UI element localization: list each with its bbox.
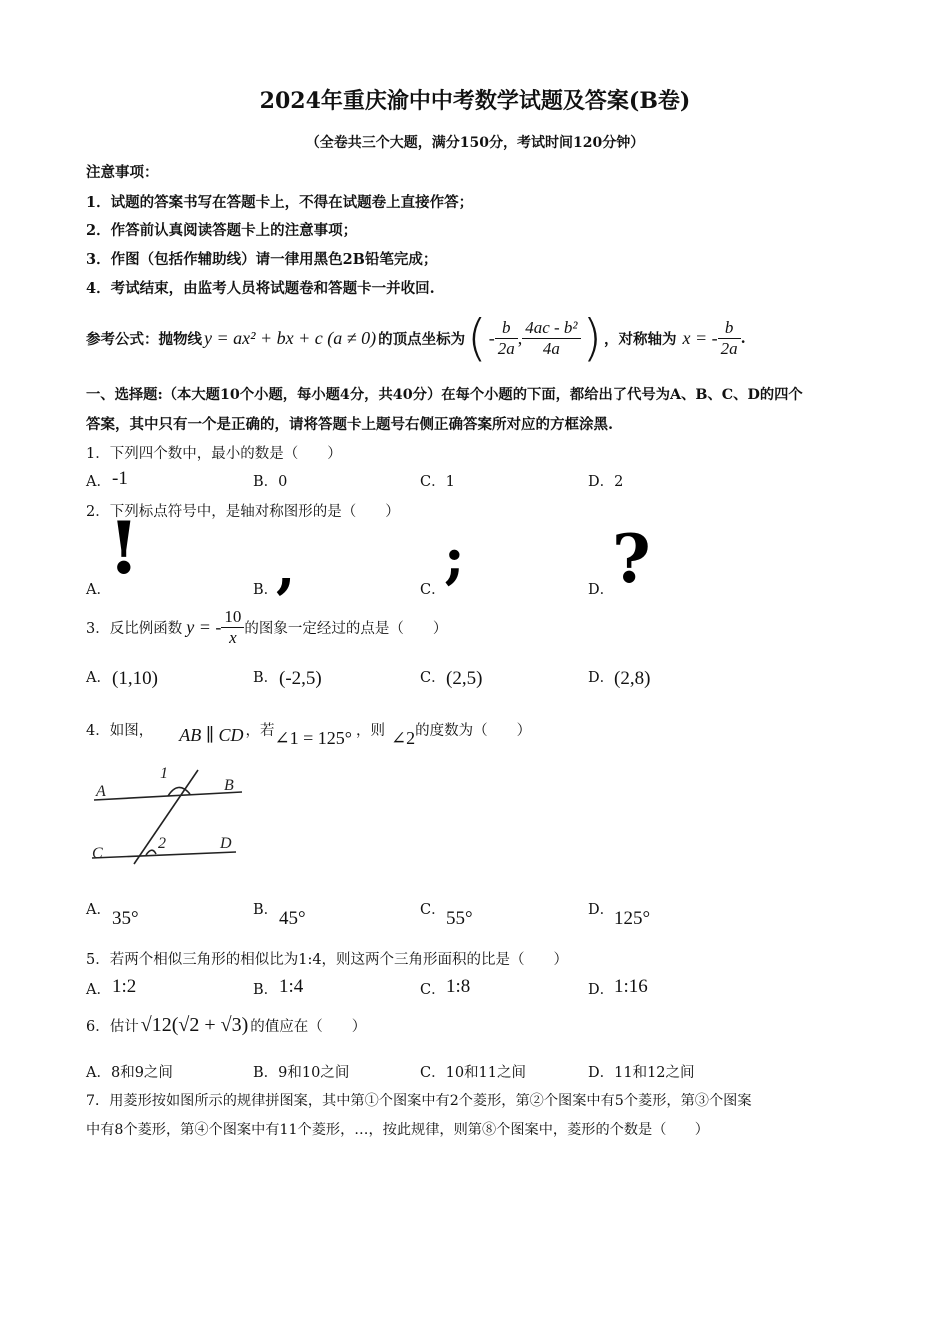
semicolon-icon: ; <box>444 525 465 591</box>
q4-angle2-expr: ∠2 <box>390 727 416 748</box>
q4-angle1-expr: ∠1 = 125° <box>274 727 352 748</box>
formula-lead: 参考公式：抛物线 <box>86 330 202 348</box>
question-4-stem <box>86 712 531 746</box>
notice-heading: 注意事项： <box>86 164 159 181</box>
q5-option-a-label: A． <box>86 982 111 998</box>
label-a: A <box>96 783 106 800</box>
q4-option-a-label: A． <box>86 902 111 918</box>
formula-end: . <box>740 329 746 347</box>
q6-text-end: 的值应在（ ） <box>250 1018 367 1035</box>
page-subtitle: （全卷共三个大题，满分150分，考试时间120分钟） <box>305 135 645 151</box>
transversal-line <box>134 770 198 864</box>
q4-option-c: 55° <box>446 908 473 929</box>
neg-sign: - <box>488 327 495 348</box>
q4-parallel-expr: AB ∥ CD <box>179 724 244 745</box>
formula-axis-text: ，对称轴为 <box>604 330 677 348</box>
q5-option-c: 1:8 <box>446 976 471 997</box>
comma-icon: , <box>276 535 296 601</box>
page-title: 2024年重庆渝中中考数学试题及答案(B卷) <box>259 88 691 114</box>
q3-option-c: (2,5) <box>446 668 483 689</box>
q6-option-a: A．8和9之间 <box>86 1065 173 1081</box>
q4-option-b: 45° <box>279 908 306 929</box>
q5-option-a: 1:2 <box>112 976 137 997</box>
q3-option-b: (-2,5) <box>279 668 322 689</box>
label-d: D <box>220 835 232 852</box>
line-cd <box>92 852 236 858</box>
q3-option-b-label: B． <box>253 670 279 686</box>
q6-radical-expr: √12(√2 + √3) <box>140 1013 249 1036</box>
reference-formula: 参考公式：抛物线 y = ax² + bx + c (a ≠ 0) 的顶点坐标为 ( - $\frac{b}{2a}$ , $\frac{\text{4ac - b²}}{4a}$ ) ，对称轴为 x = - $\frac{b}{2a}$ . <box>86 309 746 367</box>
q2-option-d-label: D． <box>588 582 615 598</box>
parabola-equation: y = ax² + bx + c (a ≠ 0) <box>204 327 377 348</box>
question-7-stem-line2: 中有8个菱形，第④个图案中有11个菱形，…，按此规律，则第⑧个图案中，菱形的个数是（ ） <box>86 1122 709 1138</box>
vertex-x-fraction: $\frac{b}{2a}$ <box>495 318 518 358</box>
q4-option-d: 125° <box>614 908 651 929</box>
q3-option-a-label: A． <box>86 670 111 686</box>
question-mark-icon: ? <box>612 520 651 598</box>
q4-text: ，若 <box>245 722 275 739</box>
q3-text: 3．反比例函数 <box>86 620 183 637</box>
q1-option-a: -1 <box>112 468 128 489</box>
q3-text-end: 的图象一定经过的点是（ ） <box>244 620 448 637</box>
notice-item: 1．试题的答案书写在答题卡上，不得在试题卷上直接作答； <box>86 194 474 211</box>
q4-text: 4．如图， <box>86 722 154 739</box>
q3-option-d: (2,8) <box>614 668 651 689</box>
q6-option-d: D．11和12之间 <box>588 1065 695 1081</box>
question-2-stem: 2．下列标点符号中，是轴对称图形的是（ ） <box>86 504 400 520</box>
label-c: C <box>92 845 103 862</box>
question-1-stem: 1．下列四个数中，最小的数是（ ） <box>86 446 342 462</box>
q3-function-lhs: y = - <box>186 616 222 637</box>
question-5-stem: 5．若两个相似三角形的相似比为1:4，则这两个三角形面积的比是（ ） <box>86 952 569 968</box>
angle-2-arc <box>146 850 156 855</box>
q6-text: 6．估计 <box>86 1018 139 1035</box>
label-angle-2: 2 <box>158 835 166 852</box>
q4-text-end: 的度数为（ ） <box>415 722 532 739</box>
q5-option-c-label: C． <box>420 982 446 998</box>
q6-option-b: B．9和10之间 <box>253 1065 350 1081</box>
notice-item: 3．作图（包括作辅助线）请一律用黑色2B铅笔完成； <box>86 251 438 268</box>
notice-item: 2．作答前认真阅读答题卡上的注意事项； <box>86 222 358 239</box>
notice-item: 4．考试结束，由监考人员将试题卷和答题卡一并收回. <box>86 280 435 297</box>
q3-option-c-label: C． <box>420 670 446 686</box>
right-paren: ) <box>582 309 603 367</box>
question-6-stem <box>86 1008 366 1042</box>
q4-option-c-label: C． <box>420 902 446 918</box>
axis-fraction: $\frac{b}{2a}$ <box>718 318 741 358</box>
q3-option-d-label: D． <box>588 670 615 686</box>
q4-option-a: 35° <box>112 908 139 929</box>
q5-option-d: 1:16 <box>614 976 648 997</box>
formula-vertex-text: 的顶点坐标为 <box>378 330 466 348</box>
question-3-stem <box>86 604 447 650</box>
q5-option-b: 1:4 <box>279 976 304 997</box>
q5-option-d-label: D． <box>588 982 615 998</box>
parallel-lines-figure <box>86 760 246 870</box>
q4-option-b-label: B． <box>253 902 279 918</box>
section-heading-line2: 答案，其中只有一个是正确的，请将答题卡上题号右侧正确答案所对应的方框涂黑. <box>86 416 614 433</box>
question-7-stem: 7．用菱形按如图所示的规律拼图案，其中第①个图案中有2个菱形，第②个图案中有5个菱形，第③个图案 <box>86 1093 752 1109</box>
label-angle-1: 1 <box>160 765 168 782</box>
q5-option-b-label: B． <box>253 982 279 998</box>
q3-fraction: $\frac{10}{x}$ <box>221 607 244 647</box>
axis-lhs: x = - <box>682 327 718 348</box>
q2-option-c-label: C． <box>420 582 446 598</box>
vertex-y-fraction: $\frac{\text{4ac - b²}}{4a}$ <box>522 318 580 358</box>
q2-option-b-label: B． <box>253 582 279 598</box>
q2-option-a-label: A． <box>86 582 111 598</box>
section-heading: 一、选择题:（本大题10个小题，每小题4分，共40分）在每个小题的下面，都给出了代号为A、B、C、D的四个 <box>86 387 803 403</box>
label-b: B <box>224 777 234 794</box>
q4-text: ，则 <box>355 722 385 739</box>
q4-option-d-label: D． <box>588 902 615 918</box>
q1-option-c: C．1 <box>420 474 455 490</box>
q3-option-a: (1,10) <box>112 668 158 689</box>
exclamation-mark-icon: ! <box>108 505 140 590</box>
q1-option-d: D．2 <box>588 474 624 490</box>
q6-option-c: C．10和11之间 <box>420 1065 526 1081</box>
left-paren: ( <box>467 309 487 367</box>
q1-option-b: B．0 <box>253 474 288 490</box>
q1-option-a-label: A． <box>86 474 111 490</box>
